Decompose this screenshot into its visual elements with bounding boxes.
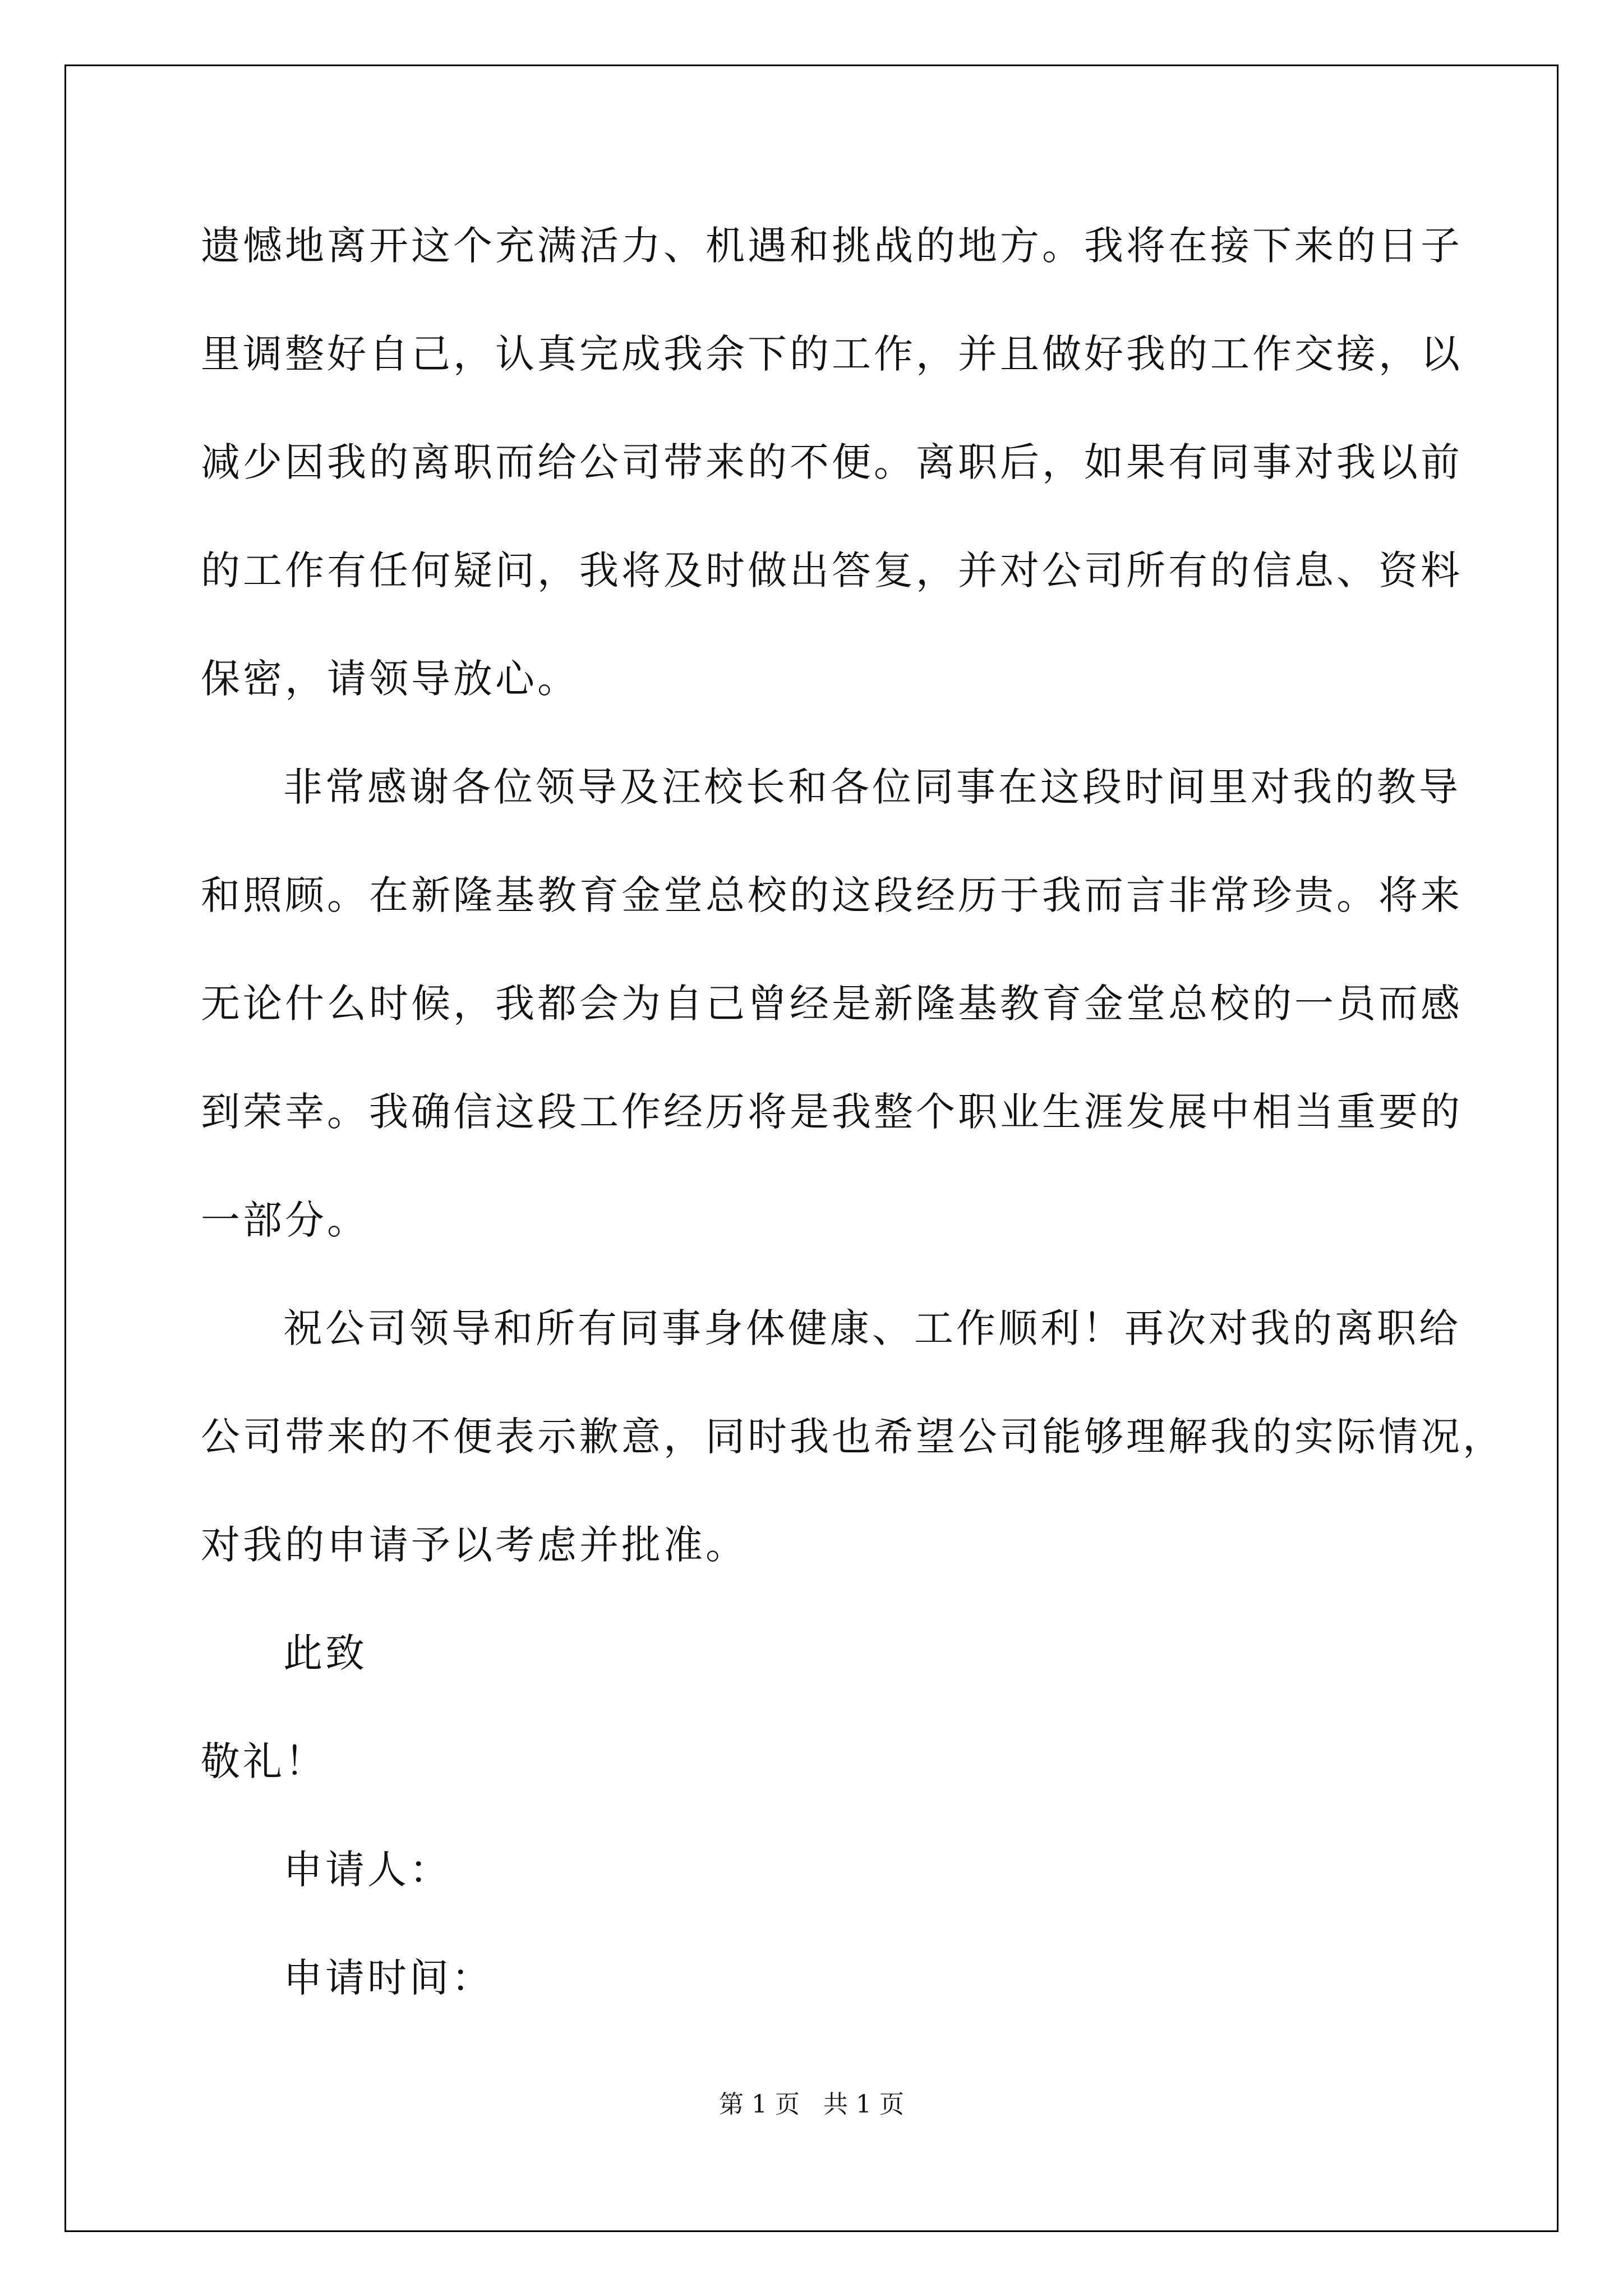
date-label: 申请时间： (283, 1955, 494, 2001)
paragraph-2-line-2: 和照顾。在新隆基教育金堂总校的这段经历于我而言非常珍贵。将来 (201, 872, 1463, 918)
salutation-text: 敬礼！ (201, 1738, 327, 1784)
paragraph-1-line-5: 保密，请领导放心。 (201, 656, 579, 702)
paragraph-3-line-1: 祝公司领导和所有同事身体健康、工作顺利！再次对我的离职给 (283, 1305, 1461, 1351)
paragraph-1-line-4: 的工作有任何疑问，我将及时做出答复，并对公司所有的信息、资料 (201, 547, 1463, 593)
paragraph-2-line-5: 一部分。 (201, 1197, 369, 1243)
paragraph-1-line-3: 减少因我的离职而给公司带来的不便。离职后，如果有同事对我以前 (201, 439, 1463, 485)
page-number-footer: 第 1 页 共 1 页 (719, 2090, 904, 2119)
paragraph-1-line-1: 遗憾地离开这个充满活力、机遇和挑战的地方。我将在接下来的日子 (201, 223, 1463, 269)
paragraph-3-line-2: 公司带来的不便表示歉意，同时我也希望公司能够理解我的实际情况， (201, 1414, 1505, 1460)
page-border (64, 65, 1559, 2232)
paragraph-2-line-3: 无论什么时候，我都会为自己曾经是新隆基教育金堂总校的一员而感 (201, 981, 1463, 1027)
applicant-label: 申请人： (283, 1847, 451, 1893)
paragraph-3-line-3: 对我的申请予以考虑并批准。 (201, 1522, 748, 1568)
paragraph-1-line-2: 里调整好自己，认真完成我余下的工作，并且做好我的工作交接，以 (201, 331, 1463, 377)
paragraph-2-line-4: 到荣幸。我确信这段工作经历将是我整个职业生涯发展中相当重要的 (201, 1089, 1463, 1135)
closing-text: 此致 (283, 1630, 367, 1676)
paragraph-2-line-1: 非常感谢各位领导及汪校长和各位同事在这段时间里对我的教导 (283, 764, 1461, 810)
